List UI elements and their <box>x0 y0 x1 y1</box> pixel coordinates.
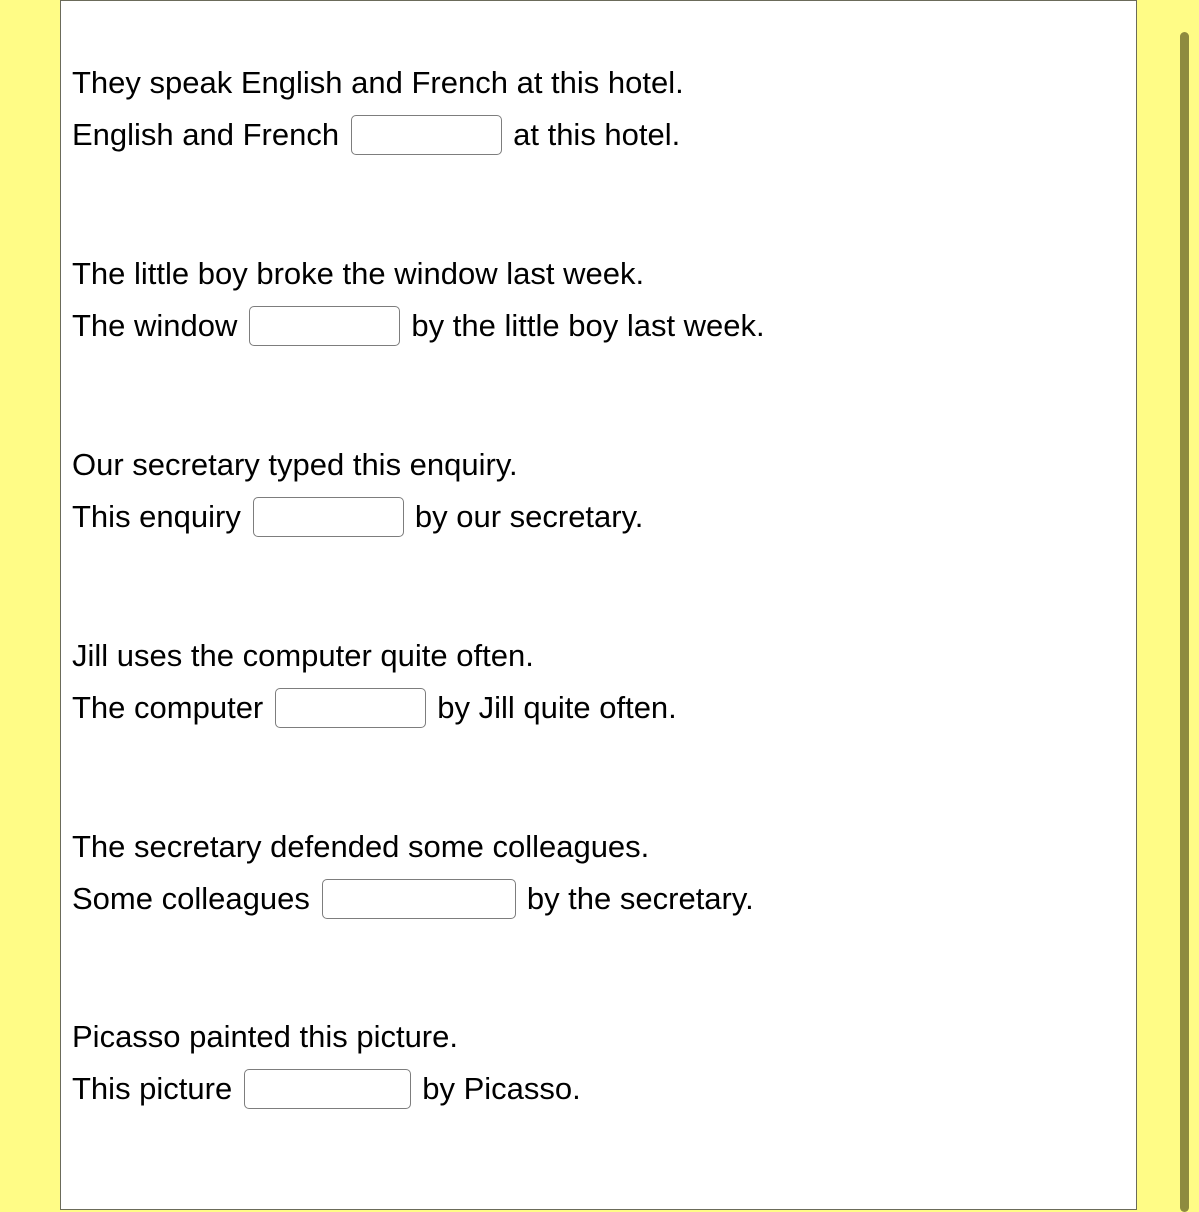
source-sentence: The little boy broke the window last week. <box>72 256 645 291</box>
answer-suffix: by our secretary. <box>414 499 644 534</box>
answer-prefix: The computer <box>72 690 264 725</box>
answer-line <box>72 877 754 921</box>
answer-suffix: by the little boy last week. <box>411 308 765 343</box>
answer-prefix: This enquiry <box>72 499 241 534</box>
exercise-panel <box>60 0 1137 1210</box>
answer-line <box>72 113 680 157</box>
answer-input-6[interactable] <box>244 1069 411 1109</box>
source-sentence: Jill uses the computer quite often. <box>72 638 534 673</box>
answer-prefix: The window <box>72 308 238 343</box>
answer-prefix: English and French <box>72 117 340 152</box>
source-sentence: The secretary defended some colleagues. <box>72 829 650 864</box>
source-sentence: Our secretary typed this enquiry. <box>72 447 518 482</box>
answer-suffix: at this hotel. <box>513 117 681 152</box>
answer-suffix: by the secretary. <box>526 881 754 916</box>
answer-input-4[interactable] <box>275 688 426 728</box>
answer-input-2[interactable] <box>249 306 400 346</box>
answer-line <box>72 495 643 539</box>
answer-line <box>72 304 765 348</box>
source-sentence: They speak English and French at this hotel. <box>72 65 684 100</box>
answer-line <box>72 686 677 730</box>
answer-prefix: This picture <box>72 1071 233 1106</box>
answer-prefix: Some colleagues <box>72 881 310 916</box>
answer-input-3[interactable] <box>253 497 404 537</box>
answer-line <box>72 1067 581 1111</box>
source-sentence: Picasso painted this picture. <box>72 1019 458 1054</box>
answer-input-1[interactable] <box>351 115 502 155</box>
answer-suffix: by Jill quite often. <box>437 690 677 725</box>
answer-input-5[interactable] <box>322 879 516 919</box>
answer-suffix: by Picasso. <box>422 1071 581 1106</box>
scrollbar-thumb[interactable] <box>1180 32 1189 1212</box>
